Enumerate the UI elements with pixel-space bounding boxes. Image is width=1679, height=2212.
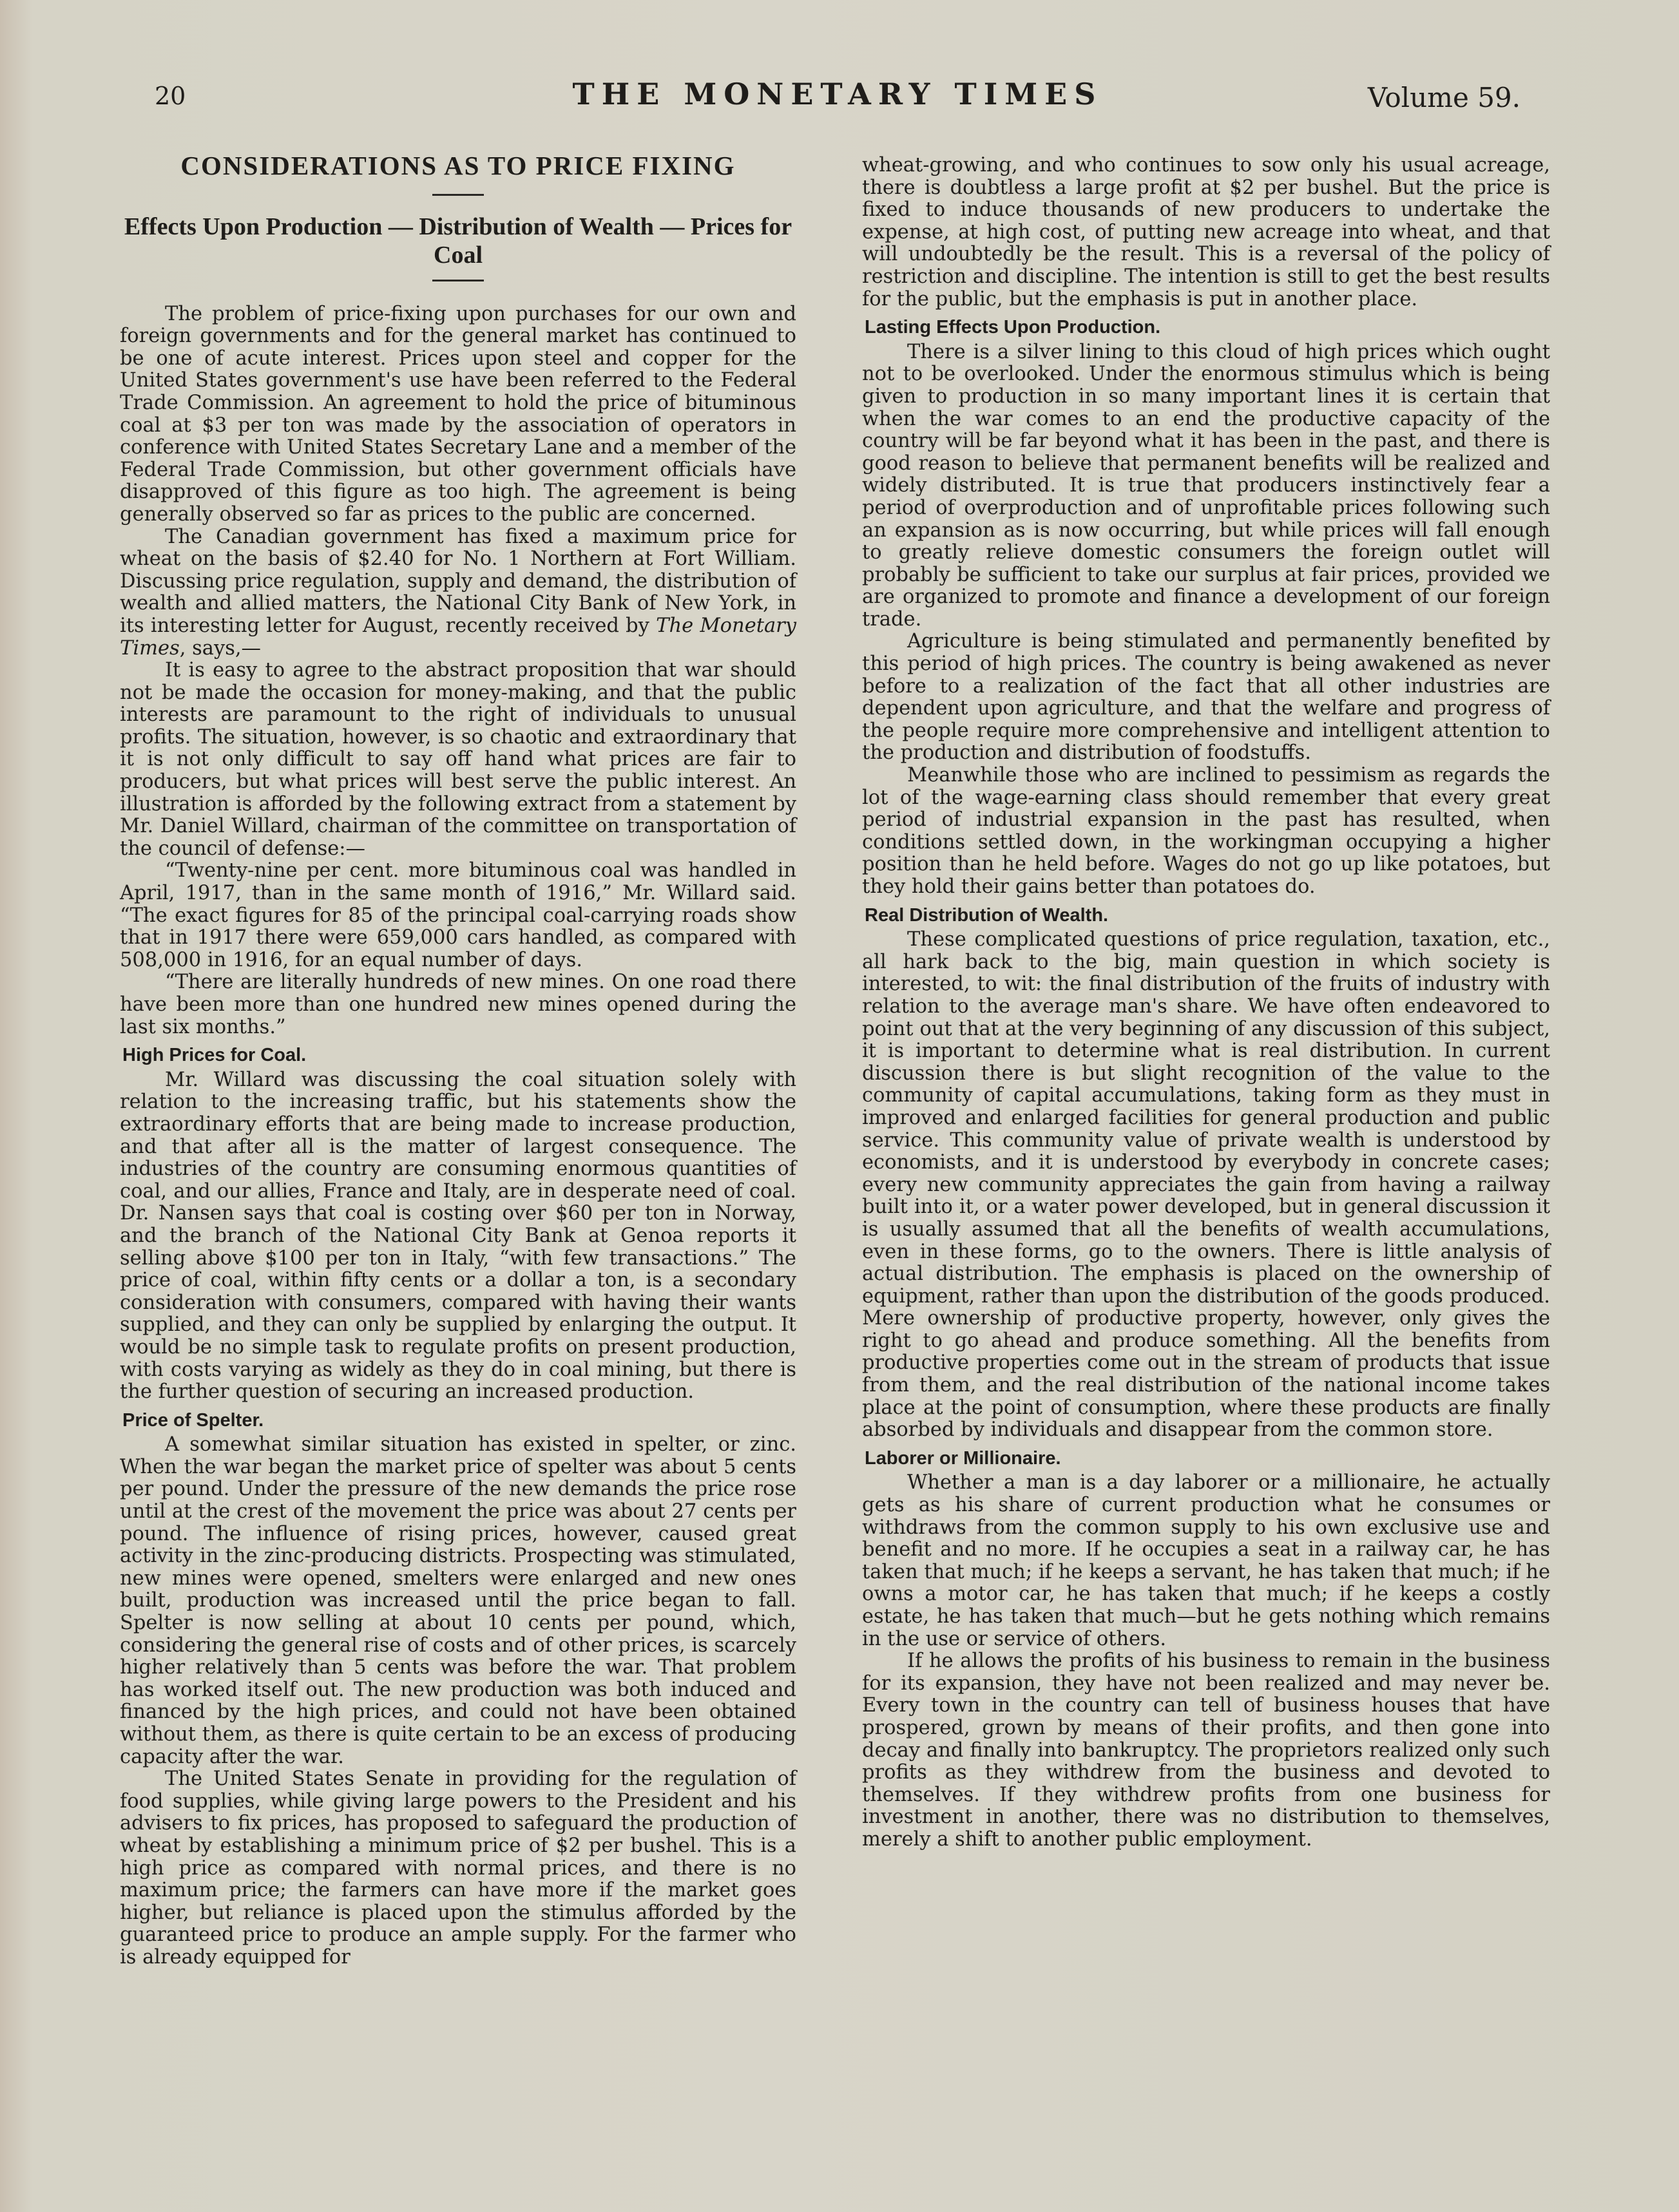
title-rule	[432, 194, 484, 196]
quote-paragraph: “There are literally hundreds of new mines. On one road there have been more than one hundred new mines opened during the last six months.”	[120, 971, 796, 1038]
section-heading: Lasting Effects Upon Production.	[865, 317, 1161, 338]
paragraph: Whether a man is a day laborer or a millionaire, he actually gets as his share of current production what he consumes or withdraws from the common supply to his own exclusive use and benefit and no more. If he occupies a seat in a railway car, he has taken that much; if he keeps a servant, he has taken that much; if he owns a motor car, he has taken that much; if he keeps a costly estate, he has taken that much—but he gets nothing which remains in the use or service of others.	[862, 1471, 1550, 1650]
paragraph: Mr. Willard was discussing the coal situation solely with relation to the increasing traffic, but his statements show the extraordinary efforts that are being made to increase production, and that after all is the matter of largest consequence. The industries of the country are consuming enormous quantities of coal, and our allies, France and Italy, are in desperate need of coal. Dr. Nansen says that coal is costing over $60 per ton in Norway, and the branch of the National City Bank at Genoa reports it selling above $100 per ton in Italy, “with few transactions.” The price of coal, within fifty cents or a dollar a ton, is a secondary consideration with consumers, compared with having their wants supplied, and they can only be supplied by enlarging the output. It would be no simple task to regulate profits on present production, with costs varying as widely as they do in coal mining, but there is the further question of securing an increased production.	[120, 1068, 796, 1404]
paragraph: It is easy to agree to the abstract proposition that war should not be made the occasion for money-making, and that the public interests are paramount to the right of individuals to unusual profits. The situation, however, is so chaotic and extraordinary that it is not only difficult to say off hand what prices are fair to producers, but what prices will best serve the public interest. An illustration is afforded by the following extract from a statement by Mr. Daniel Willard, chairman of the committee on transportation of the council of defense:—	[120, 659, 796, 860]
article-title: CONSIDERATIONS AS TO PRICE FIXING	[180, 151, 736, 180]
paragraph: There is a silver lining to this cloud of high prices which ought not to be overlooked. Under the enormous stimulus which is being given to production in so many important lines it is certain that when the war comes to an end the productive capacity of the country will be far beyond what it has been in the past, and there is good reason to believe that permanent benefits will be realized and widely distributed. It is true that producers instinctively fear a period of overproduction and of unprofitable prices following such an expansion as is now occurring, but while prices will fall enough to greatly relieve domestic consumers the foreign outlet will probably be sufficient to take our surplus at fair prices, provided we are organized to promote and finance a development of our foreign trade.	[862, 340, 1550, 631]
page-number: 20	[155, 82, 186, 110]
paragraph: A somewhat similar situation has existed in spelter, or zinc. When the war began the market price of spelter was about 5 cents per pound. Under the pressure of the new demands the price rose until at the crest of the movement the price was about 27 cents per pound. The influence of rising prices, however, caused great activity in the zinc-producing districts. Prospecting was stimulated, new mines were opened, smelters were enlarged and new ones built, production was increased until the price began to fall. Spelter is now selling at about 10 cents per pound, which, considering the general rise of costs and of other prices, is scarcely higher relatively than 5 cents was before the war. That problem has worked itself out. The new production was both induced and financed by the high prices, and could not have been obtained without them, as there is quite certain to be an excess of producing capacity after the war.	[120, 1433, 796, 1768]
paragraph: The problem of price-fixing upon purchases for our own and foreign governments and for the general market has continued to be one of acute interest. Prices upon steel and copper for the United States government's use have been referred to the Federal Trade Commission. An agreement to hold the price of bituminous coal at $3 per ton was made by the association of operators in conference with United States Secretary Lane and a member of the Federal Trade Commission, but other government officials have disapproved of this figure as too high. The agreement is being generally observed so far as prices to the public are concerned.	[120, 302, 796, 526]
paragraph: If he allows the profits of his business to remain in the business for its expansion, they have not been realized and may never be. Every town in the country can tell of business houses that have prospered, grown by means of their profits, and then gone into decay and finally into bankruptcy. The proprietors realized only such profits as they withdrew from the business and devoted to themselves. If they withdrew profits from one business for investment in another, there was no distribution to themselves, merely a shift to another public employment.	[862, 1650, 1550, 1851]
right-column	[862, 155, 1550, 1851]
section-heading: Price of Spelter.	[122, 1409, 264, 1431]
paragraph	[120, 526, 796, 660]
section-heading: Laborer or Millionaire.	[865, 1447, 1061, 1469]
section-heading: High Prices for Coal.	[122, 1045, 307, 1066]
paragraph-text: , says,—	[179, 636, 262, 660]
quote-paragraph: “Twenty-nine per cent. more bituminous coal was handled in April, 1917, than in the same month of 1916,” Mr. Willard said. “The exact figures for 85 of the principal coal-carrying roads show that in 1917 there were 659,000 cars handled, as compared with 508,000 in 1916, for an equal number of days.	[120, 859, 796, 971]
subtitle-rule	[432, 280, 484, 281]
article-subtitle: Effects Upon Production — Distribution of Wealth — Prices for Coal	[124, 213, 792, 269]
journal-title: THE MONETARY TIMES	[572, 77, 1103, 111]
left-column	[120, 142, 796, 1969]
paragraph: wheat-growing, and who continues to sow only his usual acreage, there is doubtless a large profit at $2 per bushel. But the price is fixed to induce thousands of new producers to undertake the expense, at high cost, of putting new acreage into wheat, and that will undoubtedly be the result. This is a reversal of the policy of restriction and discipline. The intention is still to get the best results for the public, but the emphasis is put in another place.	[862, 154, 1550, 310]
page-header	[155, 74, 1521, 126]
paragraph: Meanwhile those who are inclined to pessimism as regards the lot of the wage-earning class should remember that every great period of industrial expansion in the past has resulted, when conditions settled down, in the workingman occupying a higher position than he held before. Wages do not go up like potatoes, but they hold their gains better than potatoes do.	[862, 764, 1550, 898]
publication-name: The Monetary Times	[120, 614, 796, 660]
section-heading: Real Distribution of Wealth.	[865, 904, 1109, 926]
paragraph: These complicated questions of price regulation, taxation, etc., all hark back to the big, main question in which society is interested, to wit: the final distribution of the fruits of industry with relation to the average man's share. We have often endeavored to point out that at the very beginning of any discussion of this subject, it is important to determine what is real distribution. In current discussion there is but slight recognition of the value to the community of capital accumulations, taking form as they must in improved and enlarged facilities for general production and public service. This community value of private wealth is understood by economists, and it is understood by everybody in concrete cases; every new community appreciates the gain from having a railway built into it, or a water power developed, but in general discussion it is usually assumed that all the benefits of wealth accumulations, even in these forms, go to the owners. There is little analysis of actual distribution. The emphasis is placed on the ownership of equipment, rather than upon the distribution of the goods produced. Mere ownership of productive property, however, only gives the right to go ahead and produce something. All the benefits from productive properties come out in the stream of products that issue from them, and the real distribution of the national income takes place at the point of consumption, where these products are finally absorbed by individuals and disappear from the common store.	[862, 928, 1550, 1442]
volume-label: Volume 59.	[1367, 82, 1521, 113]
paragraph-text: The Canadian government has fixed a maximum price for wheat on the basis of $2.40 for No. 1 Northern at Fort William. Discussing price regulation, supply and demand, the distribution of wealth and allied matters, the National City Bank of New York, in its interesting letter for August, recently received by	[120, 525, 796, 637]
paragraph: Agriculture is being stimulated and permanently benefited by this period of high prices. The country is being awakened as never before to a realization of the fact that all other industries are dependent upon agriculture, and that the welfare and progress of the people require more comprehensive and intelligent attention to the production and distribution of foodstuffs.	[862, 630, 1550, 765]
paragraph: The United States Senate in providing for the regulation of food supplies, while giving large powers to the President and his advisers to fix prices, has proposed to safeguard the production of wheat by establishing a minimum price of $2 per bushel. This is a high price as compared with normal prices, and there is no maximum price; the farmers can have more if the market goes higher, but reliance is placed upon the stimulus afforded by the guaranteed price to produce an ample supply. For the farmer who is already equipped for	[120, 1768, 796, 1969]
